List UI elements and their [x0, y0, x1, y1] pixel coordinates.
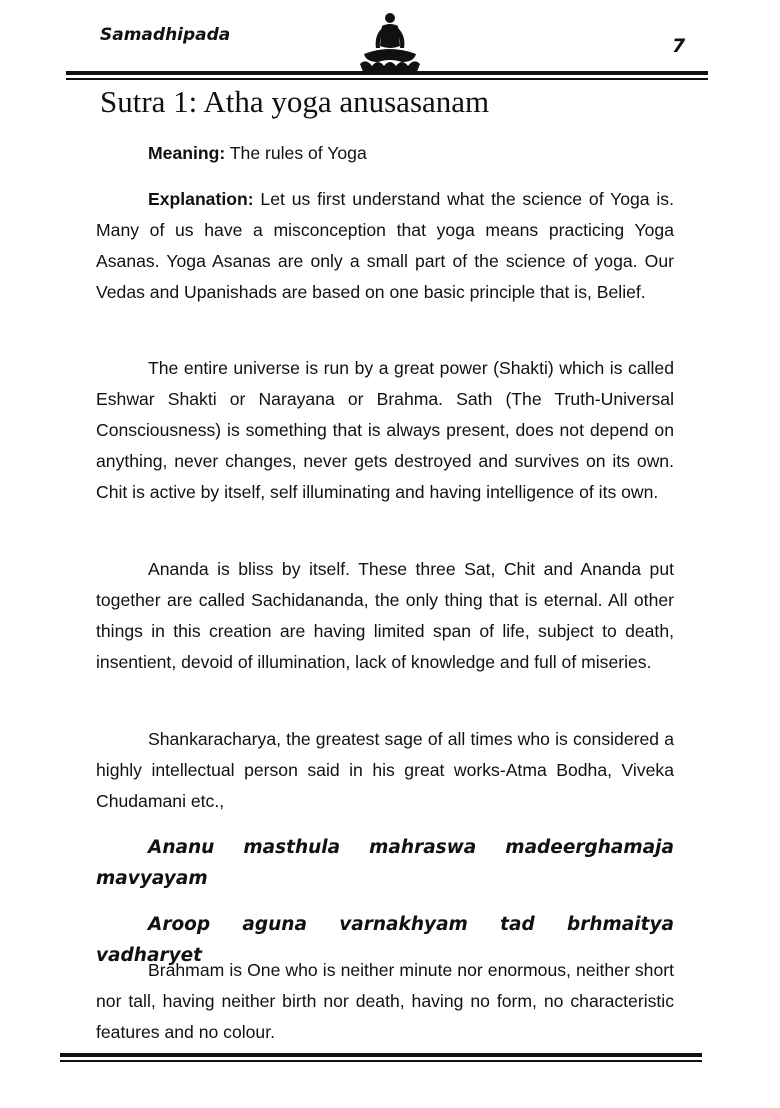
header-rule-thin [66, 78, 708, 80]
explanation-label: Explanation: [148, 189, 254, 209]
meditating-figure-icon [352, 10, 428, 76]
universe-paragraph: The entire universe is run by a great power (Shakti) which is called Eshwar Shakti or Narayana or Brahma. Sath (The Truth-Universal Consciousness) is something that is always present, does not depend on anything, never changes, never gets destroyed and survives on its own. Chit is active by itself, self illuminating and having intelligence of its own. [96, 358, 674, 502]
verse-line-1: Ananu masthula mahraswa madeerghamaja mavyayam [96, 837, 674, 889]
verse-line-2: Aroop aguna varnakhyam tad brhmaitya vadharyet [96, 914, 674, 966]
explanation-paragraph [96, 184, 674, 308]
brahmam-paragraph: Brahmam is One who is neither minute nor enormous, neither short nor tall, having neither birth nor death, having no form, no characteristic features and no colour. [96, 960, 674, 1042]
meaning-text: The rules of Yoga [225, 143, 367, 163]
explanation-text: Let us first understand what the science of Yoga is. Many of us have a misconception that yoga means practicing Yoga Asanas. Yoga Asanas are only a small part of the science of yoga. Our Vedas and Upanishads are based on one basic principle that is, Belief. [96, 189, 674, 302]
meaning-paragraph [96, 138, 674, 169]
header-rule-thick [66, 71, 708, 75]
ananda-paragraph: Ananda is bliss by itself. These three Sat, Chit and Ananda put together are called Sachidananda, the only thing that is eternal. All other things in this creation are having limited span of life, subject to death, insentient, devoid of illumination, lack of knowledge and full of miseries. [96, 559, 674, 672]
footer-rule-thin [60, 1060, 702, 1062]
meaning-label: Meaning: [148, 143, 226, 163]
sutra-title: Sutra 1: Atha yoga anusasanam [100, 84, 490, 119]
running-head: Samadhipada [100, 25, 231, 45]
footer-rule-thick [60, 1053, 702, 1057]
page-number: 7 [672, 35, 686, 57]
shankaracharya-paragraph: Shankaracharya, the greatest sage of all times who is considered a highly intellectual person said in his great works-Atma Bodha, Viveka Chudamani etc., [96, 729, 674, 811]
